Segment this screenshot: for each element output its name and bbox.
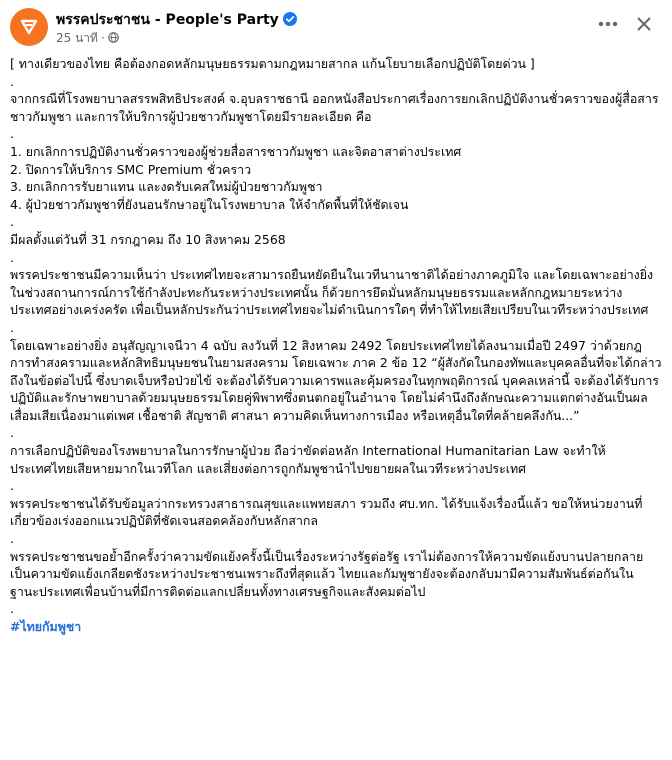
list-item: 3. ยกเลิกการรับยาแทน และงดรับเคสใหม่ผู้ป่วยชาวกัมพูชา bbox=[10, 179, 323, 195]
paragraph-2: โดยเฉพาะอย่างยิ่ง อนุสัญญาเจนีวา 4 ฉบับ ลงวันที่ 12 สิงหาคม 2492 โดยประเทศไทยได้ลงนามเมื่อปี 2497 ว่าด้วยกฎการทำสงครามและหลักสิทธิมนุษยชนในยามสงคราม โดยเฉพาะ ภาค 2 ข้อ 12 “ผู้สังกัดในกองทัพและบุคคลอื่นที่จะได้กล่าวถึงในข้อต่อไปนี้ ซึ่งบาดเจ็บหรือป่วยไข้ จะต้องได้รับความเคารพและคุ้มครองในทุกพฤติการณ์ บุคคลเหล่านี้ จะต้องได้รับการปฏิบัติและรักษาพยาบาลด้วยมนุษยธรรมโดยคู่พิพาทซึ่งตนตกอยู่ในอำนาจ โดยไม่คำนึงถึงลักษณะความแตกต่างอันเป็นผลเสื่อมเสียเนื่องมาแต่เพศ เชื้อชาติ สัญชาติ ศาสนา ความคิดเห็นทางการเมือง หรือเหตุอื่นใดที่คล้ายคลึงกัน...” bbox=[10, 337, 662, 423]
separator-dot: . bbox=[10, 214, 14, 230]
post-title: [ ทางเดียวของไทย คือต้องกอดหลักมนุษยธรรมตามกฎหมายสากล แก้นโยบายเลือกปฏิบัติโดยด่วน ] bbox=[10, 56, 535, 71]
separator-dot: . bbox=[10, 73, 14, 89]
post-timestamp[interactable]: 25 นาที bbox=[56, 31, 98, 45]
close-icon bbox=[637, 17, 651, 31]
verified-badge-icon bbox=[283, 12, 297, 26]
globe-icon[interactable] bbox=[108, 32, 119, 43]
post-body bbox=[10, 55, 662, 636]
more-options-icon bbox=[598, 21, 618, 27]
separator-dot: . bbox=[10, 319, 14, 335]
party-logo-icon bbox=[19, 17, 39, 37]
close-button[interactable] bbox=[632, 12, 656, 36]
separator-dot: . bbox=[10, 478, 14, 494]
more-options-button[interactable] bbox=[596, 12, 620, 36]
page-avatar[interactable] bbox=[10, 8, 48, 46]
meta-separator: · bbox=[100, 31, 105, 45]
intro-paragraph: จากกรณีที่โรงพยาบาลสรรพสิทธิประสงค์ จ.อุบลราชธานี ออกหนังสือประกาศเรื่องการยกเลิกปฏิบัติงานชั่วคราวของผู้สื่อสารชาวกัมพูชา และการให้บริการผู้ป่วยชาวกัมพูชาโดยมีรายละเอียด คือ bbox=[10, 91, 659, 124]
page-name-row bbox=[56, 9, 297, 31]
list-item: 2. ปิดการให้บริการ SMC Premium ชั่วคราว bbox=[10, 161, 252, 177]
paragraph-4: พรรคประชาชนได้รับข้อมูลว่ากระทรวงสาธารณสุขและแพทยสภา รวมถึง ศบ.ทก. ได้รับแจ้งเรื่องนี้แล้ว ขอให้หน่วยงานที่เกี่ยวข้องเร่งออกแนวปฏิบัติที่ชัดเจนสอดคล้องกับหลักสากล bbox=[10, 495, 643, 529]
effective-date: มีผลตั้งแต่วันที่ 31 กรกฎาคม ถึง 10 สิงหาคม 2568 bbox=[10, 231, 286, 247]
separator-dot: . bbox=[10, 126, 14, 142]
post-meta bbox=[56, 29, 119, 48]
separator-dot: . bbox=[10, 531, 14, 547]
page-name-link[interactable]: พรรคประชาชน - People's Party bbox=[56, 12, 279, 28]
post-header bbox=[0, 0, 672, 52]
separator-dot: . bbox=[10, 249, 14, 265]
paragraph-5: พรรคประชาชนขอย้ำอีกครั้งว่าความขัดแย้งครั้งนี้เป็นเรื่องระหว่างรัฐต่อรัฐ เราไม่ต้องการให้ความขัดแย้งบานปลายกลายเป็นความขัดแย้งเกลียดชังระหว่างประชาชนเพราะถึงที่สุดแล้ว ไทยและกัมพูชายังจะต้องกลับมามีความสัมพันธ์ต่อกันในฐานะประเทศเพื่อนบ้านที่มีการติดต่อแลกเปลี่ยนทั้งทางเศรษฐกิจและสังคมต่อไป bbox=[10, 548, 644, 599]
list-item: 1. ยกเลิกการปฏิบัติงานชั่วคราวของผู้ช่วยสื่อสารชาวกัมพูชา และจิตอาสาต่างประเทศ bbox=[10, 143, 462, 159]
paragraph-1: พรรคประชาชนมีความเห็นว่า ประเทศไทยจะสามารถยืนหยัดยืนในเวทีนานาชาติได้อย่างภาคภูมิใจ และโดยเฉพาะอย่างยิ่ง ในช่วงสถานการณ์การใช้กำลังปะทะกันระหว่างประเทศนั้น ก็ด้วยการยึดมั่นหลักมนุษยธรรมและหลักกฎหมายระหว่างประเทศอย่างเคร่งครัด เพื่อเป็นหลักประกันว่าประเทศไทยจะไม่ดำเนินการใดๆ ที่ทำให้ไทยเสียเปรียบในเวทีระหว่างประเทศ bbox=[10, 267, 654, 318]
separator-dot: . bbox=[10, 601, 14, 617]
paragraph-3: การเลือกปฏิบัติของโรงพยาบาลในการรักษาผู้ป่วย ถือว่าขัดต่อหลัก International Humanitarian Law จะทำให้ประเทศไทยเสียหายมากในเวทีโลก และเสี่ยงต่อการถูกกัมพูชานำไปขยายผลในเวทีระหว่างประเทศ bbox=[10, 443, 606, 476]
separator-dot: . bbox=[10, 425, 14, 441]
hashtag-link[interactable]: #ไทยกัมพูชา bbox=[10, 619, 82, 634]
list-item: 4. ผู้ป่วยชาวกัมพูชาที่ยังนอนรักษาอยู่ในโรงพยาบาล ให้จำกัดพื้นที่ให้ชัดเจน bbox=[10, 196, 409, 212]
